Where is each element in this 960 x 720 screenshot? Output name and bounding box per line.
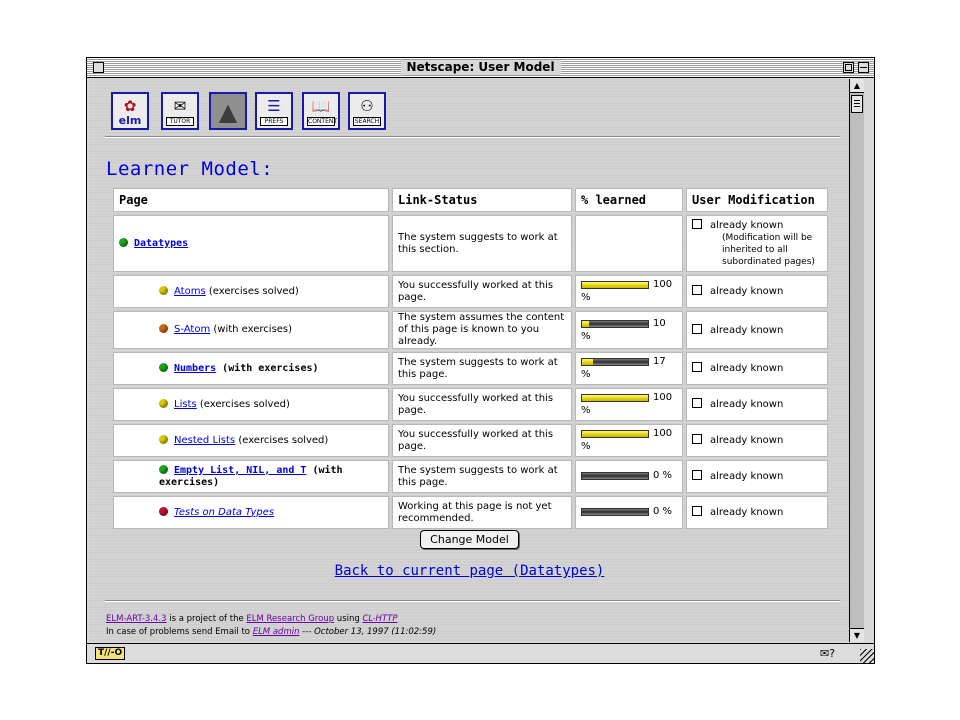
already-known-label: already known bbox=[710, 286, 784, 297]
page-cell bbox=[113, 311, 389, 349]
back-link-row bbox=[89, 563, 850, 579]
status-bullet-icon bbox=[159, 324, 168, 333]
envelope-icon: ✉ bbox=[173, 97, 187, 115]
page-exercise-note: (with exercises) bbox=[159, 464, 343, 488]
page-cell bbox=[113, 424, 389, 457]
learned-percent-label: 100 bbox=[653, 392, 673, 403]
already-known-label: already known bbox=[710, 324, 784, 336]
learned-percent-label: 0 % bbox=[653, 506, 673, 517]
learned-progress-fill bbox=[582, 431, 648, 437]
learned-cell bbox=[575, 424, 683, 457]
link-status-cell: The system suggests to work at this page. bbox=[392, 352, 572, 385]
page-cell bbox=[113, 352, 389, 385]
status-bullet-icon bbox=[159, 507, 168, 516]
page-link[interactable]: Empty List, NIL, and T bbox=[174, 464, 307, 476]
page-link[interactable]: Lists bbox=[174, 398, 197, 410]
page-exercise-note: (exercises solved) bbox=[196, 398, 290, 410]
page-link[interactable]: Numbers bbox=[174, 362, 217, 374]
learned-cell bbox=[575, 460, 683, 493]
pyramid-button[interactable] bbox=[209, 92, 247, 130]
table-row bbox=[113, 311, 828, 349]
already-known-checkbox[interactable] bbox=[692, 324, 702, 334]
change-model-button[interactable]: Change Model bbox=[420, 530, 519, 549]
table-row bbox=[113, 496, 828, 529]
percent-sign: % bbox=[581, 292, 591, 303]
page-title: Learner Model: bbox=[106, 158, 274, 180]
scroll-down-arrow-icon[interactable]: ▼ bbox=[850, 628, 864, 642]
learned-cell bbox=[575, 311, 683, 349]
learned-progress-bar bbox=[581, 320, 649, 328]
learned-progress-bar bbox=[581, 394, 649, 402]
table-row bbox=[113, 424, 828, 457]
learned-progress-bar bbox=[581, 472, 649, 480]
modification-note: (Modification will be inherited to all subordinated pages) bbox=[722, 233, 815, 267]
percent-sign: % bbox=[581, 405, 591, 416]
learned-cell bbox=[575, 352, 683, 385]
learned-progress-fill bbox=[582, 282, 648, 288]
window-title: Netscape: User Model bbox=[400, 60, 560, 75]
user-modification-cell bbox=[686, 352, 828, 385]
binoculars-icon: ⚇ bbox=[360, 97, 374, 115]
page-exercise-note: (with exercises) bbox=[210, 324, 293, 335]
footer-text: In case of problems send Email to bbox=[106, 627, 253, 637]
elm-logo-button[interactable] bbox=[111, 92, 149, 130]
learned-progress-fill bbox=[582, 395, 648, 401]
page-link[interactable]: S-Atom bbox=[174, 324, 211, 335]
link-status-cell: The system assumes the content of this page is known to you already. bbox=[392, 311, 572, 349]
page-content bbox=[89, 79, 850, 642]
back-to-current-page-link[interactable]: Back to current page (Datatypes) bbox=[334, 563, 605, 579]
status-bullet-icon bbox=[159, 465, 168, 474]
learned-progress-fill bbox=[582, 321, 589, 327]
link-status-cell: Working at this page is not yet recommended. bbox=[392, 496, 572, 529]
learned-percent-label: 0 % bbox=[653, 470, 673, 481]
footer-text: is a project of the bbox=[166, 614, 247, 624]
page-exercise-note: (exercises solved) bbox=[205, 285, 299, 297]
user-modification-cell bbox=[686, 215, 828, 272]
scroll-up-arrow-icon[interactable]: ▲ bbox=[850, 79, 864, 93]
learned-cell bbox=[575, 275, 683, 308]
learned-percent-label: 100 bbox=[653, 279, 673, 290]
column-header-learned: % learned bbox=[575, 188, 683, 212]
pyramid-icon: ▲ bbox=[218, 98, 238, 126]
already-known-checkbox[interactable] bbox=[692, 470, 702, 480]
link-status-cell: You successfully worked at this page. bbox=[392, 275, 572, 308]
page-link[interactable]: Tests on Data Types bbox=[174, 506, 275, 518]
learned-cell bbox=[575, 388, 683, 421]
page-exercise-note: (exercises solved) bbox=[235, 434, 329, 446]
column-header-user-modification: User Modification bbox=[686, 188, 828, 212]
page-cell bbox=[113, 460, 389, 493]
status-bullet-icon bbox=[159, 363, 168, 372]
content-button[interactable] bbox=[302, 92, 340, 130]
list-icon: ☰ bbox=[267, 97, 281, 115]
status-bullet-icon bbox=[159, 286, 168, 295]
user-modification-cell bbox=[686, 388, 828, 421]
column-header-page: Page bbox=[113, 188, 389, 212]
zoom-box[interactable] bbox=[843, 62, 854, 73]
table-header-row bbox=[113, 188, 828, 212]
content-label: CONTENT bbox=[308, 118, 338, 125]
page-cell bbox=[113, 215, 389, 272]
already-known-checkbox[interactable] bbox=[692, 285, 702, 295]
elm-admin-link[interactable]: ELM admin bbox=[252, 627, 300, 637]
table-body bbox=[113, 215, 828, 529]
footer-line-2 bbox=[106, 626, 436, 639]
learned-cell bbox=[575, 215, 683, 272]
learned-percent-label: 10 bbox=[653, 317, 666, 329]
learned-progress-bar bbox=[581, 358, 649, 366]
link-status-cell: The system suggests to work at this section. bbox=[392, 215, 572, 272]
cl-http-link[interactable]: CL-HTTP bbox=[362, 614, 398, 624]
already-known-checkbox[interactable] bbox=[692, 506, 702, 516]
learned-percent-label: 17 bbox=[653, 356, 666, 367]
elm-logo-icon: ✿ bbox=[123, 97, 137, 115]
already-known-checkbox[interactable] bbox=[692, 219, 702, 229]
already-known-label: already known bbox=[710, 507, 784, 518]
status-bar bbox=[87, 643, 874, 663]
collapse-box[interactable] bbox=[858, 62, 869, 73]
already-known-label: already known bbox=[710, 220, 784, 231]
user-modification-cell bbox=[686, 496, 828, 529]
page-link[interactable]: Nested Lists bbox=[174, 434, 236, 446]
already-known-label: already known bbox=[710, 471, 784, 482]
prefs-label: PREFS bbox=[260, 117, 288, 126]
page-cell bbox=[113, 275, 389, 308]
page-exercise-note: (with exercises) bbox=[216, 362, 319, 374]
table-row bbox=[113, 388, 828, 421]
status-bullet-icon bbox=[159, 399, 168, 408]
user-modification-cell bbox=[686, 460, 828, 493]
already-known-label: already known bbox=[710, 399, 784, 410]
change-model-row bbox=[89, 528, 850, 549]
search-label: SEARCH bbox=[354, 118, 380, 125]
learned-progress-bar bbox=[581, 430, 649, 438]
close-box[interactable] bbox=[93, 62, 104, 73]
resize-grip[interactable] bbox=[860, 649, 874, 663]
page-cell bbox=[113, 388, 389, 421]
learned-progress-bar bbox=[581, 281, 649, 289]
user-modification-cell bbox=[686, 275, 828, 308]
footer-line-1 bbox=[106, 613, 436, 626]
already-known-label: already known bbox=[710, 363, 784, 374]
learner-model-table bbox=[110, 185, 831, 532]
table-row bbox=[113, 352, 828, 385]
browser-window bbox=[86, 57, 875, 664]
mail-icon[interactable]: ✉? bbox=[820, 647, 836, 660]
status-bullet-icon bbox=[159, 435, 168, 444]
book-icon: 📖 bbox=[311, 97, 331, 115]
vertical-scrollbar[interactable] bbox=[849, 79, 864, 642]
link-status-cell: The system suggests to work at this page. bbox=[392, 460, 572, 493]
footer bbox=[106, 613, 436, 639]
table-row bbox=[113, 460, 828, 493]
learned-percent-label: 100 bbox=[653, 428, 673, 439]
percent-sign: % bbox=[581, 441, 591, 452]
learned-progress-fill bbox=[582, 359, 593, 365]
elm-art-version-link[interactable]: ELM-ART-3.4.3 bbox=[106, 614, 167, 624]
link-status-cell: You successfully worked at this page. bbox=[392, 424, 572, 457]
column-header-link-status: Link-Status bbox=[392, 188, 572, 212]
elm-logo-label: elm bbox=[118, 114, 142, 127]
learned-cell bbox=[575, 496, 683, 529]
page-cell bbox=[113, 496, 389, 529]
percent-sign: % bbox=[581, 369, 591, 380]
page-link[interactable]: Atoms bbox=[174, 285, 206, 297]
table-row bbox=[113, 275, 828, 308]
link-status-cell: You successfully worked at this page. bbox=[392, 388, 572, 421]
toolbar-divider bbox=[105, 136, 840, 138]
tutor-button[interactable] bbox=[161, 92, 199, 130]
elm-research-group-link[interactable]: ELM Research Group bbox=[246, 614, 335, 624]
scroll-thumb[interactable] bbox=[851, 95, 863, 113]
footer-timestamp: --- October 13, 1997 (11:02:59) bbox=[299, 627, 437, 637]
security-lock-icon[interactable]: T//-O bbox=[95, 647, 125, 660]
tutor-label: TUTOR bbox=[166, 117, 194, 126]
page-link[interactable]: Datatypes bbox=[134, 237, 189, 249]
footer-divider bbox=[105, 600, 840, 602]
already-known-checkbox[interactable] bbox=[692, 434, 702, 444]
already-known-label: already known bbox=[710, 435, 784, 446]
user-modification-cell bbox=[686, 424, 828, 457]
learned-progress-bar bbox=[581, 508, 649, 516]
already-known-checkbox[interactable] bbox=[692, 398, 702, 408]
search-button[interactable] bbox=[348, 92, 386, 130]
title-bar[interactable] bbox=[87, 58, 874, 78]
footer-text: using bbox=[334, 614, 363, 624]
already-known-checkbox[interactable] bbox=[692, 362, 702, 372]
table-row bbox=[113, 215, 828, 272]
status-bullet-icon bbox=[119, 238, 128, 247]
user-modification-cell bbox=[686, 311, 828, 349]
percent-sign: % bbox=[581, 330, 591, 342]
prefs-button[interactable] bbox=[255, 92, 293, 130]
